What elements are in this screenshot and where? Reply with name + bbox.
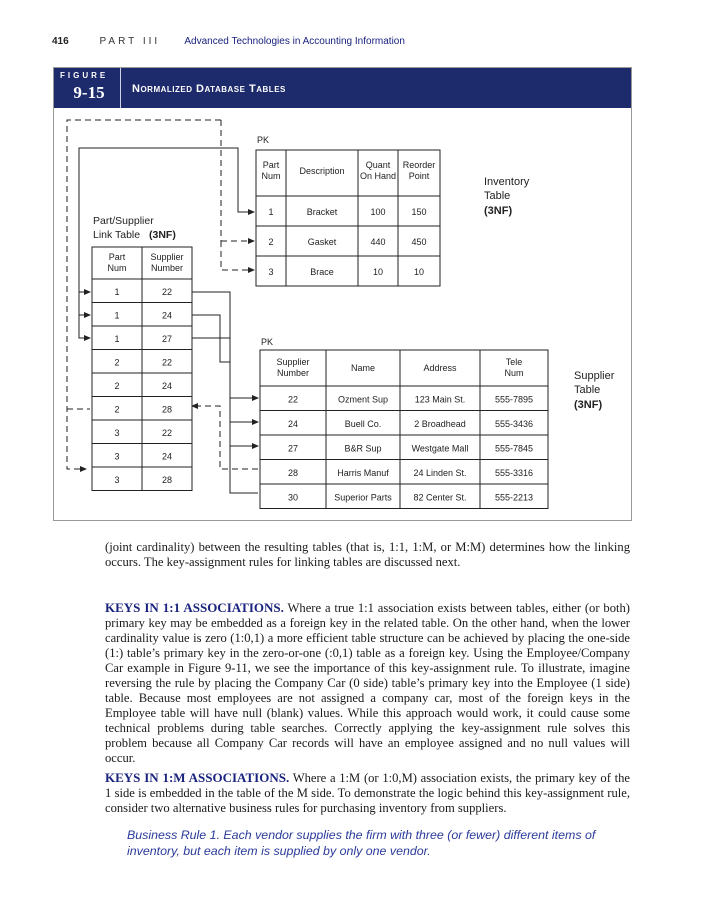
paragraph-keys-1toM: Where a 1:M (or 1:0,M) association exists, the primary key of the 1 side is embedded in the table of the M side. To demonstrate the logic behind this key-assignment rule, consider two alternative business rules for purchasing inventory from suppliers. bbox=[105, 771, 631, 815]
supplier-header-text: Num bbox=[504, 368, 524, 378]
supplier-cell-text: 2 Broadhead bbox=[414, 418, 466, 429]
supplier-cell-text: 24 Linden St. bbox=[413, 467, 467, 478]
link-cell-text: 22 bbox=[161, 357, 173, 368]
paragraph-joint-cardinality bbox=[105, 540, 630, 570]
inventory-cell-text: 1 bbox=[268, 207, 274, 217]
section-1toM bbox=[105, 770, 630, 816]
page-number: 416 bbox=[52, 36, 69, 47]
supplier-cell-text: 27 bbox=[287, 443, 299, 454]
inventory-header-text: Description bbox=[299, 166, 345, 176]
supplier-cell-text: 555-7845 bbox=[494, 443, 534, 454]
link-header-text: Num bbox=[107, 263, 127, 273]
link-cell-text: 22 bbox=[161, 286, 173, 297]
link-cell-text: 1 bbox=[114, 286, 120, 297]
link-cell-text: 24 bbox=[161, 451, 173, 462]
supplier-cell-text: Westgate Mall bbox=[411, 443, 469, 454]
supplier-header-text: Address bbox=[423, 363, 457, 373]
normalized-tables-diagram bbox=[54, 68, 631, 520]
supplier-cell-text: Buell Co. bbox=[344, 418, 382, 429]
figure-panel bbox=[53, 67, 632, 521]
inventory-header-text: Quant bbox=[365, 160, 391, 170]
link-cell-text: 28 bbox=[161, 474, 173, 485]
part3-dashed-arrow bbox=[221, 241, 254, 270]
figure-number: 9-15 bbox=[73, 83, 105, 102]
inventory-cell-text: 150 bbox=[411, 207, 427, 217]
supplier-cell-text: 82 Center St. bbox=[413, 492, 467, 503]
inventory-header-text: Point bbox=[408, 171, 430, 181]
link-cell-text: 1 bbox=[114, 310, 120, 321]
supplier-table-nf: (3NF) bbox=[574, 399, 603, 411]
section-title: Advanced Technologies in Accounting Information bbox=[184, 36, 405, 47]
section-1to1 bbox=[105, 600, 630, 766]
supplier-cell-text: 555-3436 bbox=[494, 418, 534, 429]
link-cell-text: 24 bbox=[161, 380, 173, 391]
supplier-cell-text: B&R Sup bbox=[344, 443, 382, 454]
paragraph-keys-1to1: Where a true 1:1 association exists between tables, either (or both) primary key may be embedded as a foreign key in the related table. On the other hand, when the lower cardinality value is zero (1:0,1) a more efficient table structure can be achieved by placing the one-side (1:) table’s primary key in the zero-or-one (:0,1) table as a foreign key. Using the Employee/Company Car example in Figure 9-11, we see the importance of this key-assignment rule. To illustrate, imagine reversing the rule by placing the Company Car (0 side) table’s primary key into the Employee (1 side) table. Because most employees are not assigned a company car, most of the foreign keys in the Employee table will have null (blank) values. While this approach would work, it could cause some technical problems during table searches. Correctly applying the key-assignment rule solves this problem because all Company Car records will have an employee assigned and no null values will occur. bbox=[105, 601, 630, 765]
supplier-cell-text: Superior Parts bbox=[334, 492, 392, 503]
inventory-table-nf: (3NF) bbox=[484, 205, 513, 217]
supplier-cell-text: 123 Main St. bbox=[414, 394, 466, 405]
heading-keys-1to1: KEYS IN 1:1 ASSOCIATIONS. bbox=[105, 600, 284, 615]
supplier-cell-text: 22 bbox=[287, 394, 299, 405]
inventory-table-label: Inventory bbox=[484, 176, 530, 188]
supplier-cell-text: 28 bbox=[287, 467, 299, 478]
supplier-cell-text: Harris Manuf bbox=[337, 467, 389, 478]
link-cell-text: 2 bbox=[114, 404, 120, 415]
supplier-cell-text: 555-3316 bbox=[494, 467, 534, 478]
supplier-cell-text: Ozment Sup bbox=[337, 394, 389, 405]
link-table-nf: (3NF) bbox=[149, 229, 176, 241]
link-cell-text: 2 bbox=[114, 380, 120, 391]
link-cell-text: 2 bbox=[114, 357, 120, 368]
link-cell-text: 3 bbox=[114, 427, 120, 438]
link-header-text: Supplier bbox=[150, 252, 184, 262]
link-cell-text: 28 bbox=[161, 404, 173, 415]
supplier-table-label: Supplier bbox=[574, 370, 615, 382]
part-label: PART III bbox=[99, 36, 161, 47]
supplier-cell-text: 555-7895 bbox=[494, 394, 534, 405]
link-cell-text: 1 bbox=[114, 333, 120, 344]
inventory-pk-label: PK bbox=[257, 135, 270, 145]
supplier-cell-text: 30 bbox=[287, 492, 299, 503]
business-rule-1: Business Rule 1. Each vendor supplies the firm with three (or fewer) different items of inventory, but each item is supplied by only one vendor. bbox=[127, 828, 596, 858]
inventory-cell-text: 450 bbox=[411, 237, 427, 247]
link-cell-text: 27 bbox=[161, 333, 173, 344]
supplier-header-text: Tele bbox=[505, 357, 523, 367]
inventory-header-text: Part bbox=[262, 160, 280, 170]
supplier-28-dashed bbox=[192, 406, 258, 469]
page-header bbox=[52, 36, 405, 47]
supplier-22-connector bbox=[192, 292, 258, 493]
supplier-header-text: Supplier bbox=[276, 357, 310, 367]
link-table-title: Part/Supplier bbox=[93, 215, 154, 227]
supplier-cell-text: 24 bbox=[287, 418, 299, 429]
link-cell-text: 22 bbox=[161, 427, 173, 438]
supplier-table-label: Table bbox=[574, 384, 601, 396]
inventory-cell-text: 440 bbox=[370, 237, 386, 247]
inventory-table-label: Table bbox=[484, 190, 511, 202]
link-header-text: Part bbox=[108, 252, 126, 262]
link-header-text: Number bbox=[150, 263, 184, 273]
inventory-cell-text: 10 bbox=[372, 267, 384, 277]
link-cell-text: 3 bbox=[114, 474, 120, 485]
paragraph-text: (joint cardinality) between the resulting tables (that is, 1:1, 1:M, or M:M) determines how the linking occurs. The key-assignment rules for linking tables are discussed next. bbox=[105, 540, 630, 569]
figure-title: Normalized Database Tables bbox=[132, 83, 286, 95]
link-cell-text: 3 bbox=[114, 451, 120, 462]
inventory-cell-text: 10 bbox=[413, 267, 425, 277]
inventory-cell-text: 100 bbox=[370, 207, 386, 217]
supplier-cell-text: 555-2213 bbox=[494, 492, 534, 503]
inventory-cell-text: Brace bbox=[310, 267, 334, 277]
inventory-cell-text: Bracket bbox=[306, 207, 338, 217]
inventory-cell-text: 3 bbox=[268, 267, 274, 277]
inventory-cell-text: 2 bbox=[268, 237, 274, 247]
inventory-cell-text: Gasket bbox=[307, 237, 337, 247]
supplier-pk-label: PK bbox=[261, 337, 274, 347]
figure-label: FIGURE bbox=[60, 71, 109, 80]
inventory-header-text: Reorder bbox=[402, 160, 436, 170]
link-table-title: Link Table bbox=[93, 229, 141, 241]
supplier-header-text: Number bbox=[276, 368, 310, 378]
inventory-header-text: Num bbox=[261, 171, 281, 181]
inventory-header-text: On Hand bbox=[359, 171, 397, 181]
supplier-header-text: Name bbox=[350, 363, 376, 373]
link-cell-text: 24 bbox=[161, 310, 173, 321]
heading-keys-1toM: KEYS IN 1:M ASSOCIATIONS. bbox=[105, 770, 290, 785]
